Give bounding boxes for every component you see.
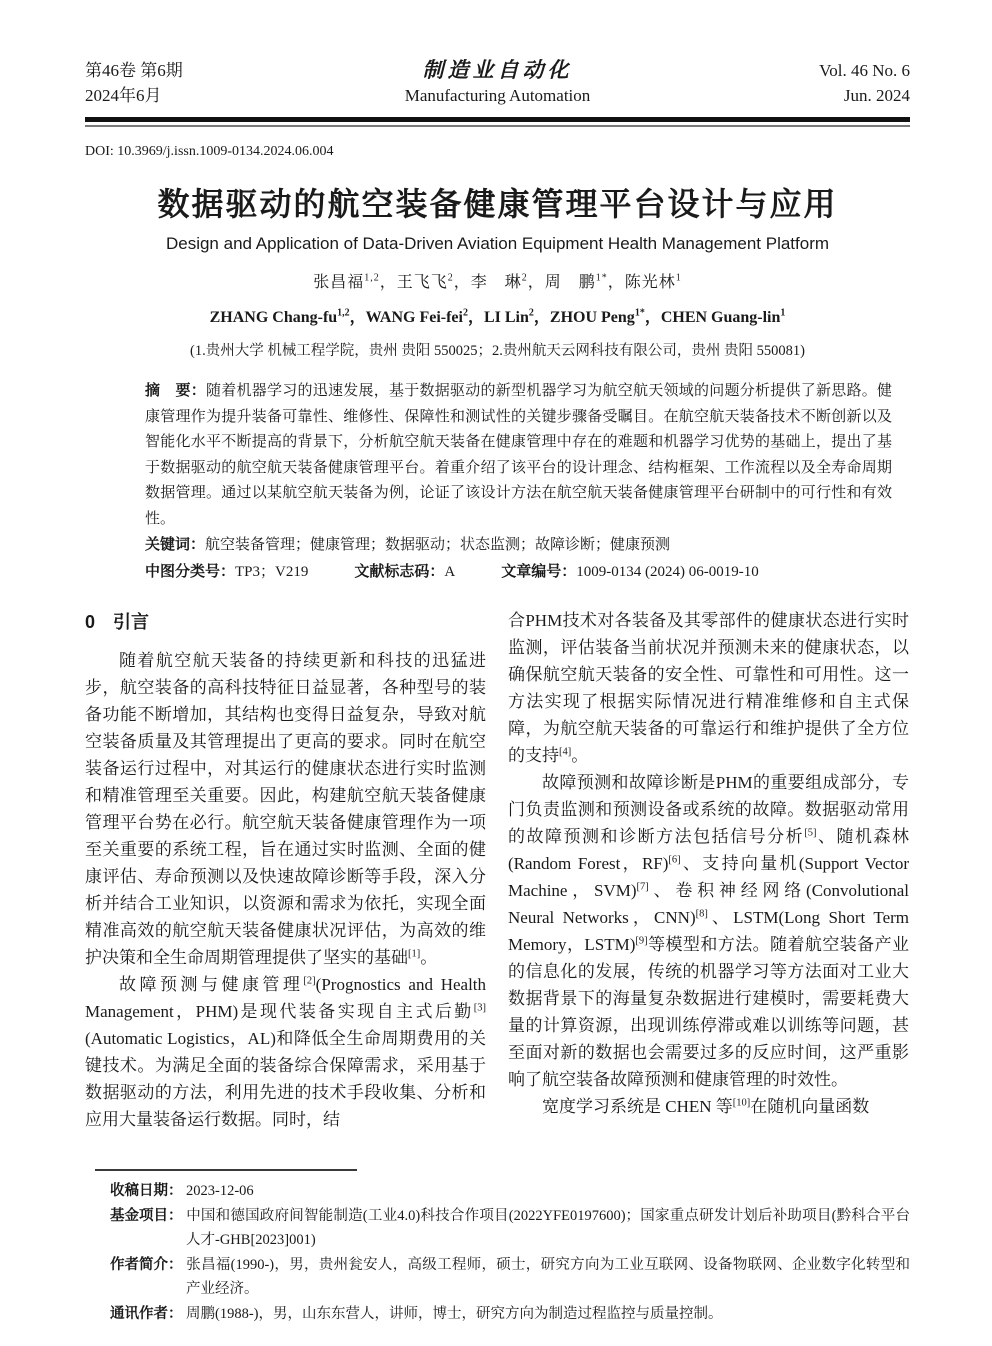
clc-value: TP3；V219	[235, 563, 309, 580]
header-journal-block	[285, 58, 710, 108]
footnote-rule	[95, 1169, 357, 1171]
meta-line	[145, 559, 892, 586]
body-columns	[85, 607, 910, 1163]
authors-cn: 张昌福$^{1,2}$，王飞飞$^2$，李 琳$^2$，周 鹏$^{1*}$，陈光林$^1$	[313, 272, 682, 291]
keywords-label: 关键词：	[145, 536, 206, 553]
keywords-text: 航空装备管理；健康管理；数据驱动；状态监测；故障诊断；健康预测	[205, 536, 671, 553]
document-code	[354, 559, 455, 586]
footnote-item	[110, 1253, 910, 1302]
journal-name-cn: 制造业自动化	[422, 58, 573, 82]
document-code-label: 文献标志码：	[354, 562, 445, 580]
paragraph: 故障预测和故障诊断是PHM的重要组成部分，专门负责监测和预测设备或系统的故障。数据驱动常用的故障预测和诊断方法包括信号分析[5]、随机森林(Random Forest，RF)[6]、支持向量机(Support Vector Machine，SVM)[7]、卷积神经网络(Convolutional Neural Networks，CNN)[8]、LSTM(Long Short Term Memory，LSTM)[9]等模型和方法。随着航空装备产业的信息化的发展，传统的机器学习等方法面对工业大数据背景下的海量复杂数据进行建模时，需要耗费大量的计算资源，出现训练停滞或难以训练等问题，甚至面对新的数据也会需要过多的反应时间，这严重影响了航空装备故障预测和健康管理的时效性。	[508, 773, 910, 1089]
article-id-label: 文章编号：	[501, 562, 577, 580]
abstract-text: 随着机器学习的迅速发展，基于数据驱动的新型机器学习为航空航天领域的问题分析提供了新思路。健康管理作为提升装备可靠性、维修性、保障性和测试性的关键步骤备受瞩目。在航空航天装备技术不断创新以及智能化水平不断提高的背景下，分析航空航天装备在健康管理中存在的难题和机器学习优势的基础上，提出了基于数据驱动的航空航天装备健康管理平台。着重介绍了该平台的设计理念、结构框架、工作流程以及全寿命周期数据管理。通过以某航空航天装备为例，论证了该设计方法在航空航天装备健康管理平台研制中的可行性和有效性。	[145, 382, 892, 527]
footnote-item	[110, 1302, 910, 1327]
volume-number-en: Vol. 46 No. 6	[819, 61, 910, 80]
header-volume-block	[710, 58, 910, 108]
issue-date-en: Jun. 2024	[843, 86, 910, 105]
paragraph: 故障预测与健康管理[2](Prognostics and Health Management，PHM)是现代装备实现自主式后勤[3](Automatic Logistics，AL)和降低全生命周期费用的关键技术。为满足全面的装备综合保障需求，采用基于数据驱动的方法，利用先进的技术手段收集、分析和应用大量装备运行数据。同时，结	[85, 975, 487, 1129]
journal-name-en: Manufacturing Automation	[404, 86, 591, 105]
document-code-value: A	[444, 563, 456, 580]
header-rule-thin	[85, 125, 910, 127]
paragraph: 随着航空航天装备的持续更新和科技的迅猛进步，航空装备的高科技特征日益显著，各种型号的装备功能不断增加，其结构也变得日益复杂，导致对航空装备质量及其管理提出了更高的要求。同时在航空装备运行过程中，对其运行的健康状态进行实时监测和精准管理至关重要。因此，构建航空航天装备健康管理平台势在必行。航空航天装备健康管理作为一项至关重要的系统工程，旨在通过实时监测、全面的健康评估、寿命预测以及快速故障诊断等手段，深入分析并结合工业知识，以资源和需求为依托，实现全面精准高效的航空航天装备健康状况评估，为高效的维护决策和全生命周期管理提供了坚实的基础[1]。	[85, 651, 486, 967]
abstract-block	[145, 378, 892, 585]
authors-en: ZHANG Chang-fu$^{1,2}$，WANG Fei-fei$^2$，LI Lin$^2$，ZHOU Peng$^{1*}$，CHEN Guang-lin$^1$	[209, 307, 786, 326]
paragraph: 宽度学习系统是 CHEN 等[10]在随机向量函数	[542, 1097, 870, 1116]
paper-title-cn: 数据驱动的航空装备健康管理平台设计与应用	[157, 186, 838, 222]
affiliation: (1.贵州大学 机械工程学院，贵州 贵阳 550025；2.贵州航天云网科技有限公司，贵州 贵阳 550081)	[189, 343, 806, 359]
doi-text: DOI: 10.3969/j.issn.1009-0134.2024.06.004	[85, 144, 334, 159]
footnote-label: 通讯作者：	[110, 1305, 183, 1322]
footnote-label: 基金项目：	[110, 1207, 183, 1224]
footnote-item	[110, 1179, 910, 1204]
header-rule-thick	[85, 117, 910, 122]
column-right	[508, 607, 909, 1163]
abstract	[145, 378, 892, 531]
paragraph: 合PHM技术对各装备及其零部件的健康状态进行实时监测，评估装备当前状况并预测未来的健康状态，以确保航空航天装备的安全性、可靠性和可用性。这一方法实现了根据实际情况进行精准维修和自主式保障，为航空航天装备的可靠运行和维护提供了全方位的支持[4]。	[508, 611, 909, 765]
article-id-value: 1009-0134 (2024) 06-0019-10	[576, 563, 759, 580]
header-issue-block	[85, 58, 285, 108]
paper-title-en: Design and Application of Data-Driven Aviation Equipment Health Management Platform	[165, 234, 830, 253]
footnote-label: 收稿日期：	[110, 1183, 183, 1199]
column-left	[85, 607, 486, 1163]
issue-date-cn: 2024年6月	[85, 86, 162, 105]
footnote-text: 中国和德国政府间智能制造(工业4.0)科技合作项目(2022YFE0197600)；国家重点研发计划后补助项目(黔科合平台人才-GHB[2023]001)	[186, 1207, 910, 1248]
footnote-item	[110, 1204, 910, 1253]
footnote-text: 张昌福(1990-)，男，贵州瓮安人，高级工程师，硕士，研究方向为工业互联网、设备物联网、企业数字化转型和产业经济。	[186, 1256, 910, 1297]
abstract-label: 摘 要：	[145, 382, 206, 399]
clc-label: 中图分类号：	[145, 562, 236, 580]
footnotes	[110, 1179, 910, 1326]
footnote-label: 作者简介：	[110, 1256, 183, 1273]
clc-number	[145, 559, 308, 586]
footnote-text: 2023-12-06	[186, 1183, 254, 1199]
keywords	[145, 532, 892, 558]
article-id	[501, 559, 759, 586]
footnote-text: 周鹏(1988-)，男，山东东营人，讲师，博士，研究方向为制造过程监控与质量控制。	[186, 1305, 723, 1322]
section-heading: 0 引言	[85, 612, 150, 632]
journal-header	[85, 58, 910, 108]
issue-number-cn: 第46卷 第6期	[85, 61, 183, 80]
